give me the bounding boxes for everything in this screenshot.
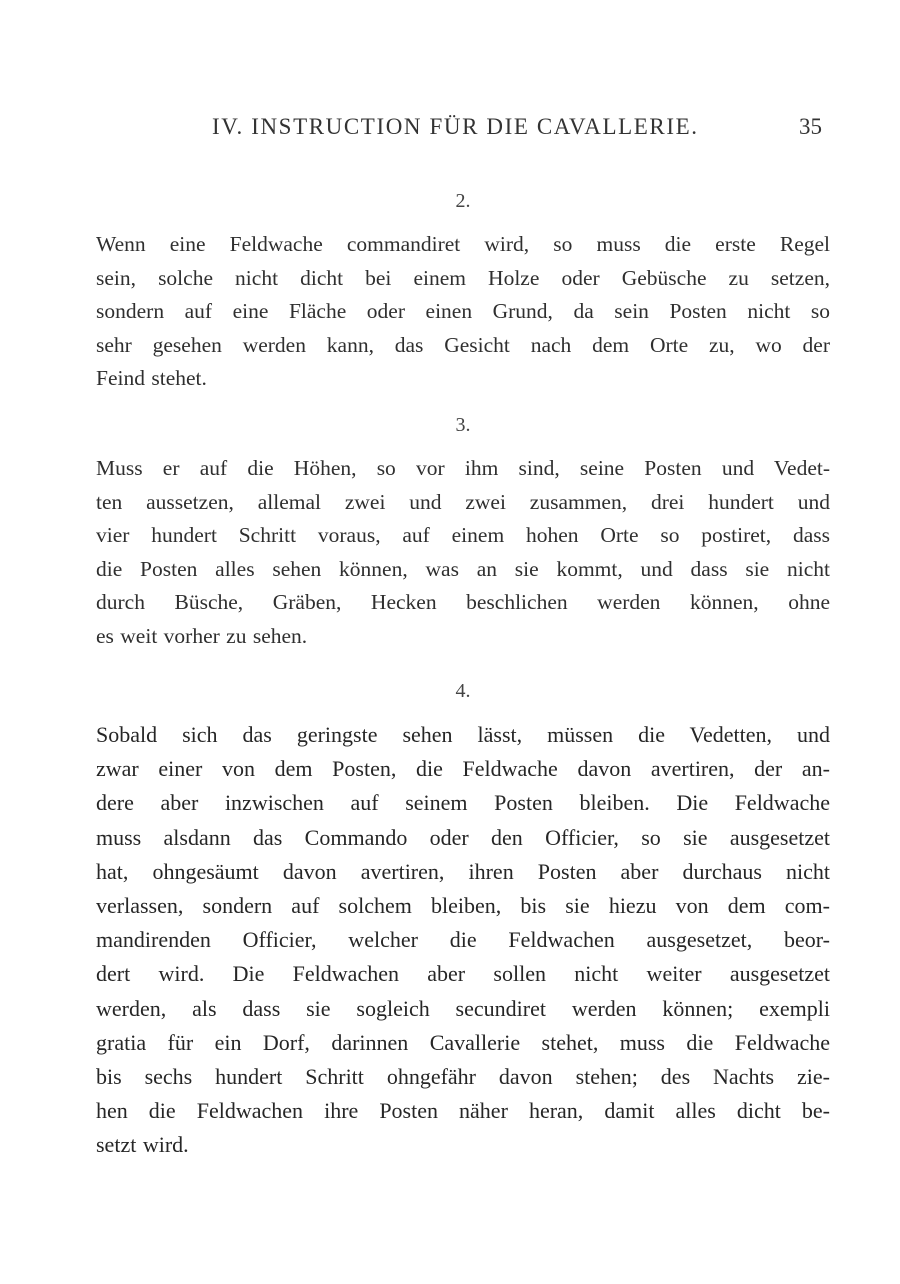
text-line: mandirenden Officier, welcher die Feldwachen ausgesetzet, beor- [96,927,830,953]
text-line: es weit vorher zu sehen. [96,623,308,648]
text-line: Sobald sich das geringste sehen lässt, müssen die Vedetten, und [96,722,830,747]
section-4 [96,676,830,1162]
running-header [0,114,900,144]
text-line: bis sechs hundert Schritt ohngefähr davon stehen; des Nachts zie- [96,1063,830,1089]
text-line: sein, solche nicht dicht bei einem Holze oder Gebüsche zu setzen, [96,265,830,290]
text-line: Wenn eine Feldwache commandiret wird, so muss die erste Regel [96,232,830,256]
section-number: 3. [455,414,471,436]
text-line: setzt wird. [96,1132,189,1158]
text-line: hen die Feldwachen ihre Posten näher heran, damit alles dicht be- [96,1098,830,1124]
text-line: muss alsdann das Commando oder den Officier, so sie ausgesetzet [96,824,830,850]
text-line: ten aussetzen, allemal zwei und zwei zusammen, drei hundert und [96,489,830,514]
text-line: zwar einer von dem Posten, die Feldwache davon avertiren, der an- [96,756,830,782]
text-line: sehr gesehen werden kann, das Gesicht nach dem Orte zu, wo der [96,332,830,357]
paragraph [96,228,830,396]
text-line: die Posten alles sehen können, was an sie kommt, und dass sie nicht [96,556,830,581]
text-line: vier hundert Schritt voraus, auf einem hohen Orte so postiret, dass [96,523,830,548]
text-line: Muss er auf die Höhen, so vor ihm sind, seine Posten und Vedet- [96,456,830,480]
section-number: 2. [455,190,471,212]
text-line: hat, ohngesäumt davon avertiren, ihren Posten aber durchaus nicht [96,858,830,884]
paragraph [96,718,830,1162]
running-title: IV. INSTRUCTION FÜR DIE CAVALLERIE. [212,114,699,139]
section-2 [96,186,830,396]
text-line: gratia für ein Dorf, darinnen Cavallerie stehet, muss die Feldwache [96,1029,830,1055]
paragraph [96,452,830,654]
section-number: 4. [455,680,471,702]
text-line: verlassen, sondern auf solchem bleiben, bis sie hiezu von dem com- [96,892,830,918]
text-line: dert wird. Die Feldwachen aber sollen nicht weiter ausgesetzet [96,961,830,987]
section-3 [96,410,830,654]
text-line: dere aber inzwischen auf seinem Posten bleiben. Die Feldwache [96,790,830,816]
text-line: werden, als dass sie sogleich secundiret werden können; exempli [96,995,830,1021]
text-line: sondern auf eine Fläche oder einen Grund, da sein Posten nicht so [96,299,830,324]
text-line: Feind stehet. [96,366,207,391]
text-line: durch Büsche, Gräben, Hecken beschlichen werden können, ohne [96,590,830,615]
page-number: 35 [799,114,822,139]
